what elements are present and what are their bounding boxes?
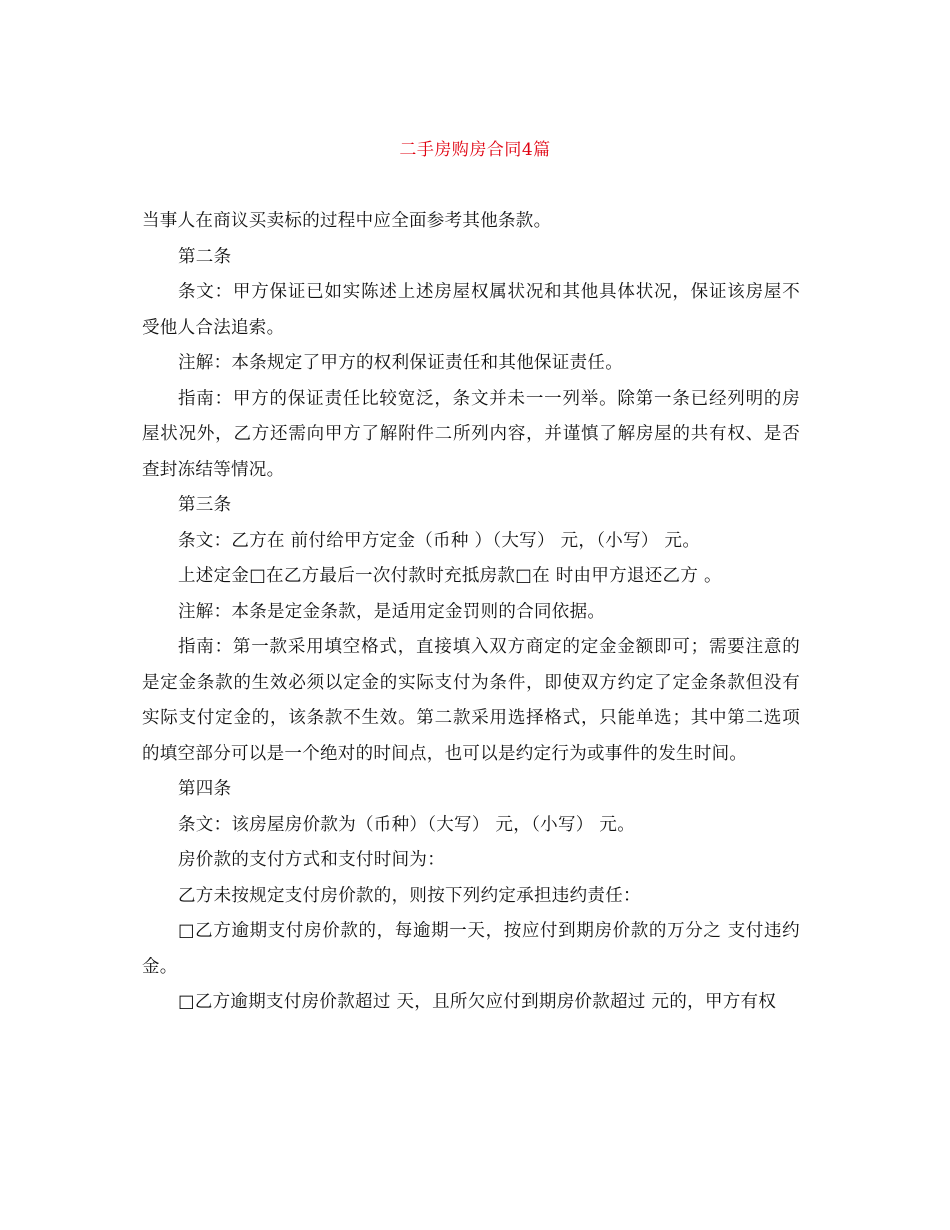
- paragraph: 当事人在商议买卖标的过程中应全面参考其他条款。: [142, 211, 552, 231]
- paragraph: 指南：第一款采用填空格式，直接填入双方商定的定金金额即可；需要注意的是定金条款的生效必须以定金的实际支付为条件，即使双方约定了定金条款但没有实际支付定金的，该条款不生效。第二款采用选择格式，只能单选；其中第二选项的填空部分可以是一个绝对的时间点，也可以是约定行为或事件的发生时间。: [142, 637, 800, 764]
- paragraph: 条文：该房屋房价款为（币种）（大写） 元，（小写） 元。: [178, 814, 636, 835]
- document-title: 二手房购房合同4篇: [399, 140, 551, 160]
- paragraph: 第二条: [178, 246, 232, 267]
- paragraph: 上述定金□在乙方最后一次付款时充抵房款□在 时由甲方退还乙方 。: [178, 566, 722, 586]
- paragraph: 指南：甲方的保证责任比较宽泛，条文并未一一列举。除第一条已经列明的房屋状况外，乙方还需向甲方了解附件二所列内容，并谨慎了解房屋的共有权、是否查封冻结等情况。: [142, 388, 800, 480]
- paragraph: □乙方逾期支付房价款的，每逾期一天，按应付到期房价款的万分之 支付违约金。: [142, 921, 800, 977]
- paragraph: 注解：本条是定金条款，是适用定金罚则的合同依据。: [178, 601, 606, 622]
- paragraph: 第三条: [178, 495, 232, 515]
- paragraph: 乙方未按规定支付房价款的，则按下列约定承担违约责任：: [178, 885, 641, 906]
- paragraph: 房价款的支付方式和支付时间为：: [178, 850, 445, 870]
- paragraph: 第四条: [178, 779, 232, 799]
- paragraph: □乙方逾期支付房价款超过 天，且所欠应付到期房价款超过 元的，甲方有权: [178, 992, 777, 1012]
- paragraph: 条文：甲方保证已如实陈述上述房屋权属状况和其他具体状况，保证该房屋不受他人合法追索。: [142, 282, 800, 338]
- paragraph: 注解：本条规定了甲方的权利保证责任和其他保证责任。: [178, 353, 623, 373]
- paragraph: 条文：乙方在 前付给甲方定金（币种 ）（大写） 元，（小写） 元。: [178, 530, 701, 551]
- document-body: [142, 204, 800, 1021]
